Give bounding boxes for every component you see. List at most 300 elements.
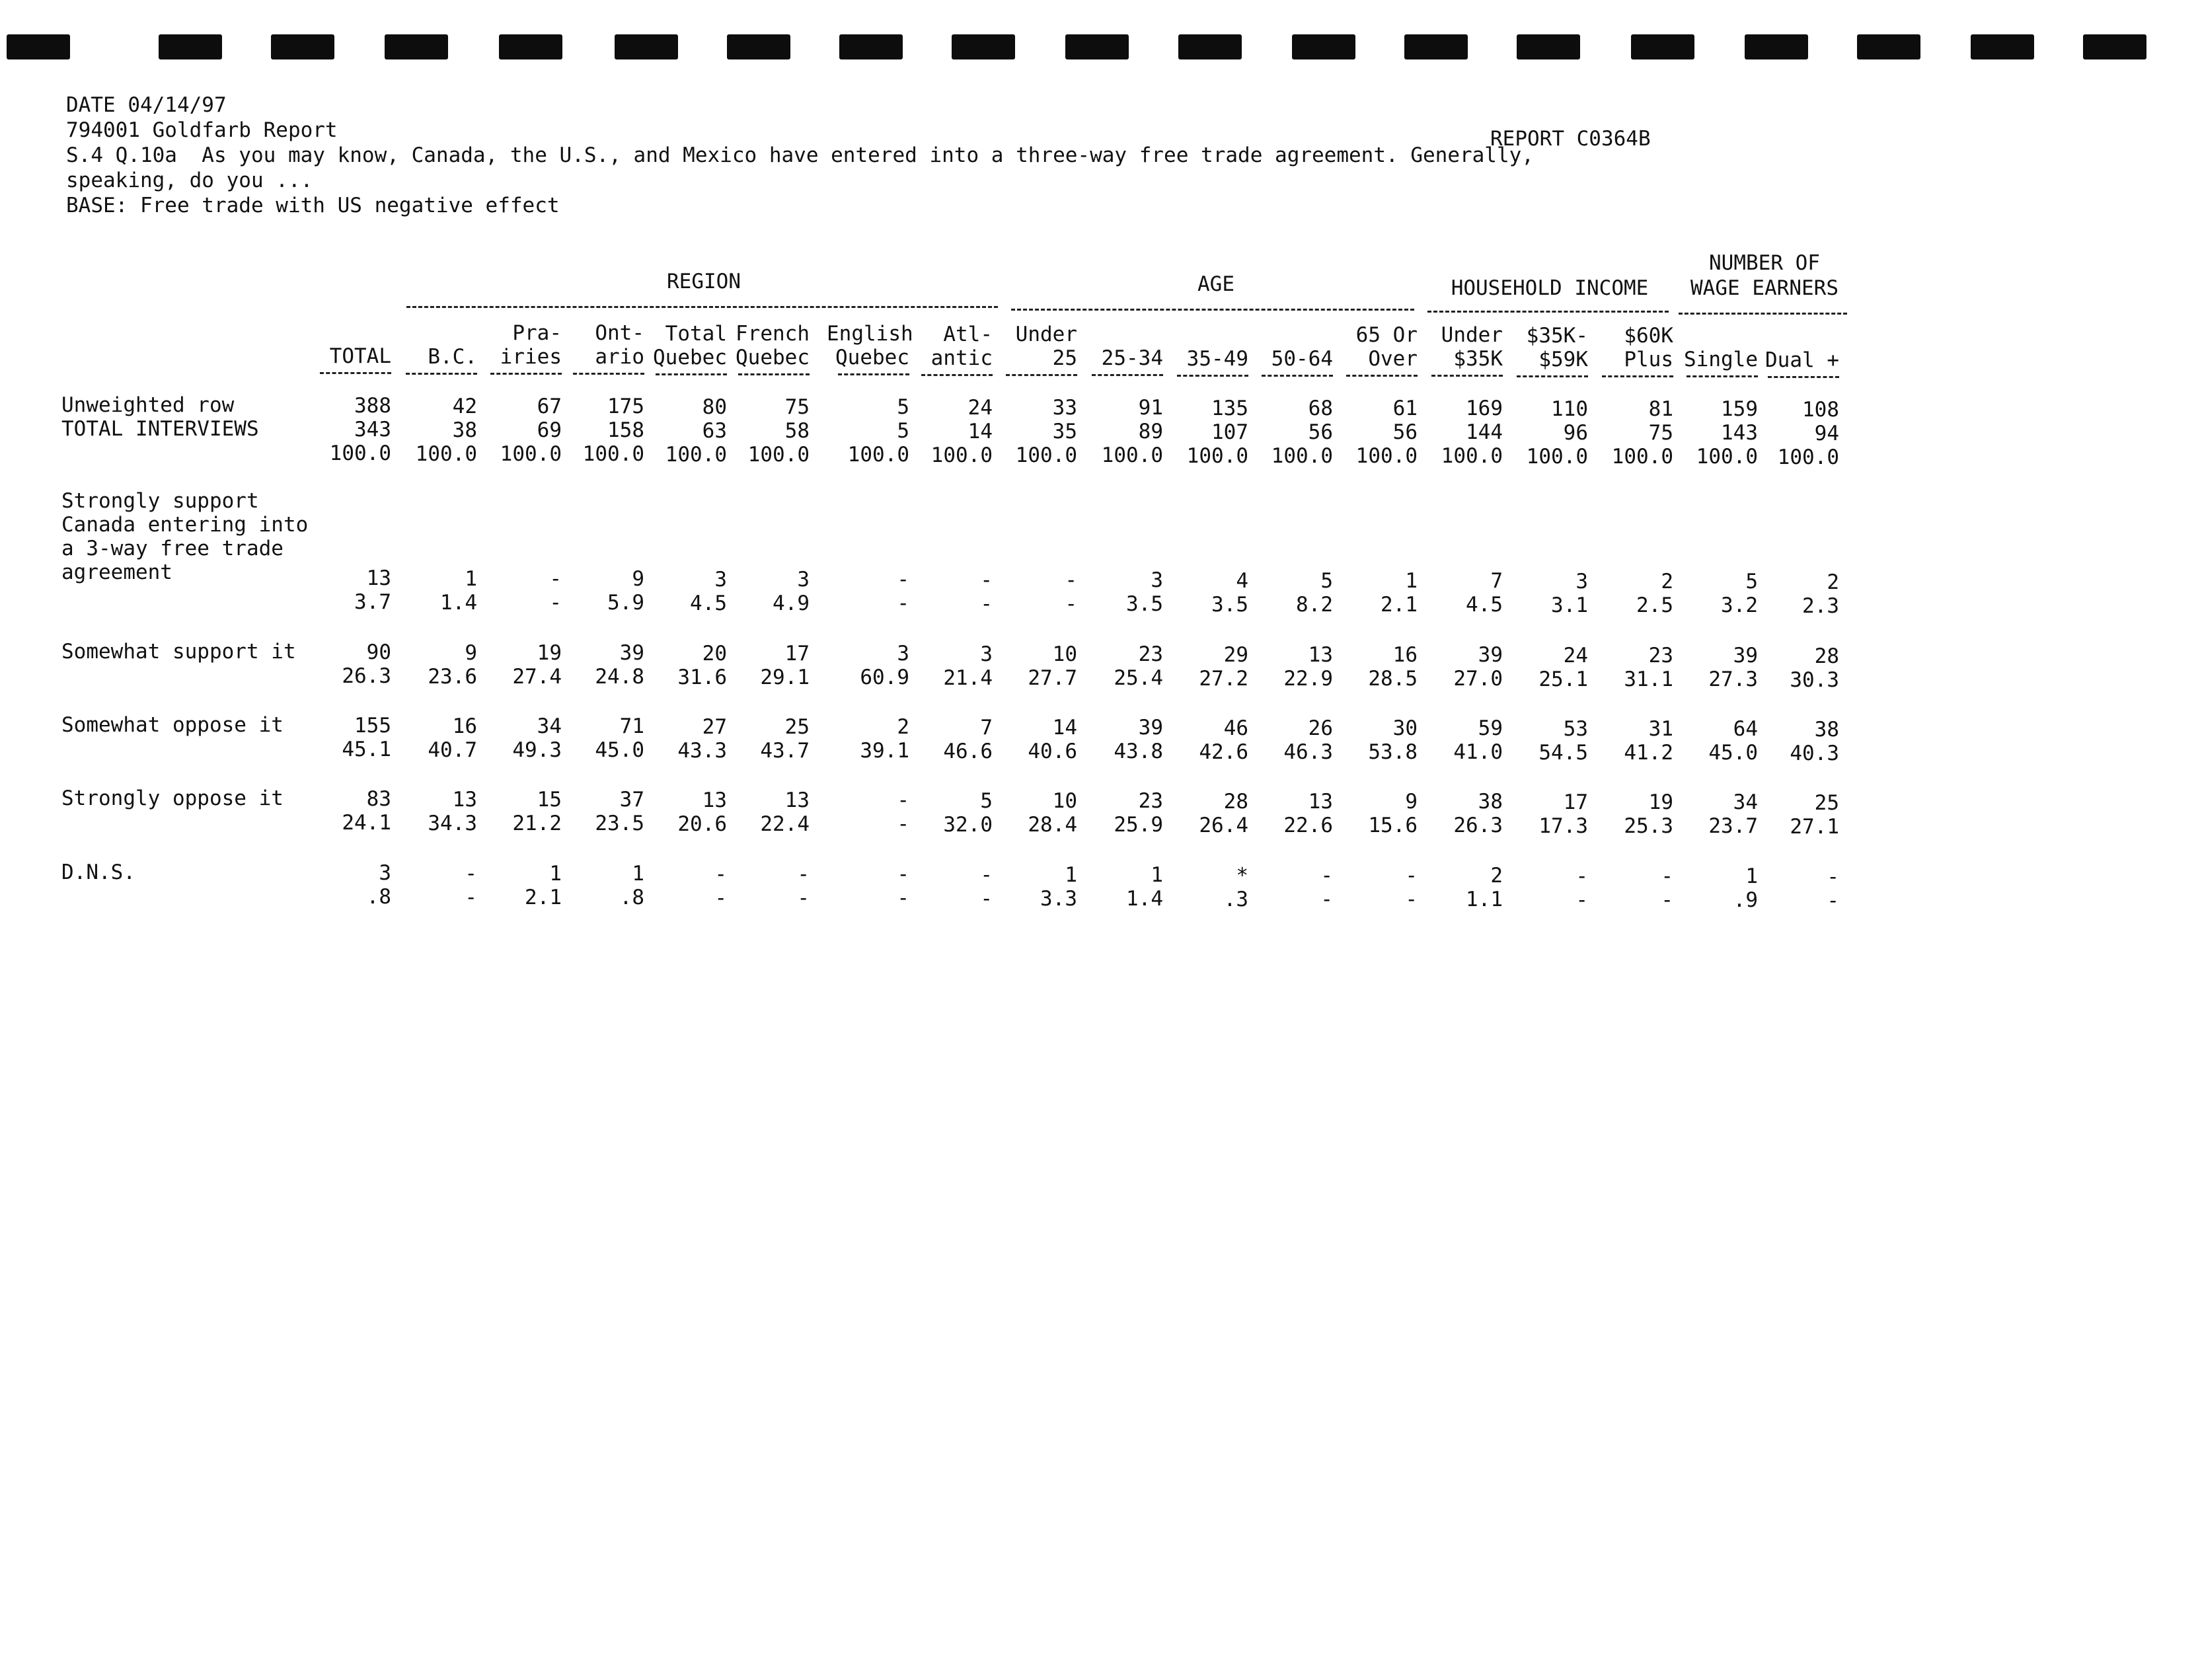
table-cell: 34.3: [428, 812, 477, 835]
column-header-underline: [573, 373, 644, 375]
column-header-underline: [1177, 375, 1248, 377]
table-cell: 41.2: [1624, 741, 1673, 765]
table-cell: 39.1: [860, 739, 909, 763]
table-cell: 19: [537, 641, 562, 665]
table-cell: .8: [619, 886, 644, 909]
column-header-line-2: antic: [930, 346, 993, 370]
column-header-line-1: Pra-: [512, 321, 562, 345]
table-cell: 175: [607, 395, 644, 418]
column-header-line-2: $35K: [1453, 347, 1503, 371]
banner-underline-wage: [1679, 313, 1847, 315]
table-cell: 2.5: [1636, 593, 1673, 617]
banner-household-income: HOUSEHOLD INCOME: [1451, 276, 1649, 300]
table-cell: 100.0: [582, 442, 644, 466]
report-name: 794001 Goldfarb Report: [66, 118, 338, 142]
table-cell: 158: [607, 418, 644, 442]
column-header-line-1: Atl-: [943, 323, 993, 346]
table-cell: 108: [1802, 398, 1839, 422]
table-cell: 1: [465, 567, 477, 591]
table-cell: 28.5: [1368, 667, 1418, 691]
table-cell: 38: [1814, 718, 1839, 742]
column-header-line-1: Under: [1015, 323, 1077, 346]
column-header-line-2: Plus: [1624, 348, 1673, 371]
table-cell: 49.3: [512, 738, 562, 762]
table-cell: -: [714, 862, 727, 886]
table-cell: 3.3: [1040, 887, 1077, 911]
table-cell: 28.4: [1028, 813, 1077, 837]
table-cell: 3: [1151, 568, 1163, 592]
table-cell: 25.1: [1538, 668, 1588, 691]
table-cell: -: [980, 568, 993, 592]
banner-underline-age: [1011, 309, 1414, 311]
table-cell: 15: [537, 788, 562, 812]
row-label: Somewhat support it: [61, 640, 296, 664]
table-cell: 2.1: [525, 886, 562, 909]
table-cell: 3: [897, 642, 909, 666]
table-cell: 29.1: [760, 666, 810, 689]
table-cell: -: [897, 568, 909, 592]
table-cell: 23.7: [1708, 814, 1758, 838]
table-cell: 3: [980, 642, 993, 666]
table-cell: 53: [1563, 717, 1588, 741]
table-cell: 3: [714, 568, 727, 592]
table-cell: 8.2: [1296, 593, 1333, 617]
table-cell: 16: [1392, 643, 1418, 667]
table-cell: 4.5: [690, 592, 727, 615]
banner-age: AGE: [1197, 272, 1234, 296]
table-cell: 43.8: [1114, 740, 1163, 763]
table-cell: -: [549, 567, 562, 591]
table-cell: 96: [1563, 421, 1588, 445]
table-cell: 26.3: [1453, 814, 1503, 837]
table-cell: 42.6: [1199, 740, 1248, 764]
table-cell: 2.3: [1802, 594, 1839, 618]
table-cell: 83: [366, 787, 391, 811]
column-header-line-2: 25: [1052, 346, 1077, 370]
table-cell: 27.0: [1453, 667, 1503, 691]
table-cell: 58: [784, 419, 810, 443]
column-header-underline: [738, 373, 810, 375]
table-cell: 100.0: [1441, 444, 1503, 468]
banner-region: REGION: [667, 270, 741, 293]
table-cell: -: [1065, 592, 1077, 616]
table-cell: 30.3: [1790, 668, 1839, 692]
table-cell: -: [1320, 888, 1333, 911]
column-header-underline: [1262, 375, 1333, 377]
table-cell: -: [1661, 864, 1673, 888]
column-header-line-1: English: [827, 322, 913, 346]
table-cell: 17: [784, 642, 810, 666]
table-cell: 25.9: [1114, 813, 1163, 837]
table-cell: 7: [980, 716, 993, 740]
row-label: D.N.S.: [61, 860, 135, 884]
table-cell: 81: [1648, 397, 1673, 421]
table-cell: 5: [1745, 570, 1758, 593]
column-header-line-2: 35-49: [1186, 347, 1248, 371]
table-cell: 1: [1745, 864, 1758, 888]
table-cell: 29: [1223, 643, 1248, 667]
table-cell: 5: [897, 395, 909, 419]
table-cell: 27.2: [1199, 667, 1248, 691]
table-cell: 46.6: [943, 740, 993, 763]
table-cell: 100.0: [1611, 445, 1673, 469]
question-line-1: S.4 Q.10a As you may know, Canada, the U.S., and Mexico have entered into a three-way free trade agreement. Generally,: [66, 143, 1534, 167]
table-cell: -: [797, 862, 810, 886]
table-cell: 1: [549, 862, 562, 886]
table-cell: 100.0: [1015, 443, 1077, 467]
table-cell: .9: [1733, 888, 1758, 912]
row-label: Canada entering into: [61, 513, 309, 537]
table-cell: -: [1827, 865, 1839, 889]
table-cell: 155: [354, 714, 391, 738]
table-cell: -: [1661, 888, 1673, 912]
row-label: a 3-way free trade: [61, 537, 284, 560]
table-cell: 100.0: [1271, 444, 1333, 468]
report-date: DATE 04/14/97: [66, 93, 227, 117]
table-cell: -: [1065, 568, 1077, 592]
table-cell: 10: [1052, 789, 1077, 813]
table-cell: -: [897, 862, 909, 886]
row-label: agreement: [61, 560, 172, 584]
table-cell: -: [897, 592, 909, 615]
table-cell: 64: [1733, 717, 1758, 741]
table-cell: 2: [897, 715, 909, 739]
row-label: TOTAL INTERVIEWS: [61, 417, 259, 441]
table-cell: 100.0: [1777, 445, 1839, 469]
table-cell: .3: [1223, 888, 1248, 911]
table-cell: 2: [1661, 570, 1673, 593]
column-header-underline: [921, 374, 993, 376]
question-line-2: speaking, do you ...: [66, 169, 313, 192]
table-cell: 3.1: [1551, 593, 1588, 617]
table-cell: 71: [619, 714, 644, 738]
table-cell: -: [549, 591, 562, 615]
table-cell: 26.4: [1199, 814, 1248, 837]
table-cell: 23.5: [595, 812, 644, 835]
table-cell: 33: [1052, 396, 1077, 420]
column-header-line-1: $60K: [1624, 324, 1673, 348]
column-header-line-1: 65 Or: [1355, 323, 1418, 347]
column-header-line-2: ario: [595, 345, 644, 369]
table-cell: 3.2: [1721, 593, 1758, 617]
table-cell: -: [980, 592, 993, 616]
table-cell: 343: [354, 418, 391, 441]
table-cell: 5: [980, 789, 993, 813]
column-header-line-2: $59K: [1538, 348, 1588, 371]
table-cell: 68: [1308, 397, 1333, 420]
table-cell: 16: [452, 714, 477, 738]
table-cell: 13: [452, 788, 477, 812]
table-cell: *: [1236, 864, 1248, 888]
table-cell: 2.1: [1381, 593, 1418, 617]
column-header-line-2: Quebec: [736, 346, 810, 369]
table-cell: 169: [1466, 397, 1503, 420]
table-cell: 1: [1405, 569, 1418, 593]
table-cell: 3: [797, 568, 810, 592]
table-cell: 21.4: [943, 666, 993, 690]
table-cell: 34: [1733, 790, 1758, 814]
table-cell: 9: [465, 641, 477, 665]
table-cell: 13: [1308, 643, 1333, 667]
column-header-line-2: B.C.: [428, 345, 477, 369]
table-cell: 2: [1827, 570, 1839, 594]
table-cell: 31: [1648, 717, 1673, 741]
table-cell: 94: [1814, 422, 1839, 445]
table-cell: 10: [1052, 642, 1077, 666]
table-cell: 23: [1138, 789, 1163, 813]
table-cell: 89: [1138, 420, 1163, 443]
table-cell: 43.7: [760, 739, 810, 763]
table-cell: 53.8: [1368, 740, 1418, 764]
column-header-underline: [1602, 375, 1673, 377]
table-cell: 75: [1648, 421, 1673, 445]
table-cell: 1: [632, 862, 644, 886]
column-header-underline: [1006, 374, 1077, 376]
table-cell: 3.5: [1126, 592, 1163, 616]
column-header-line-2: Quebec: [835, 346, 909, 369]
table-cell: 15.6: [1368, 814, 1418, 837]
table-cell: 13: [702, 788, 727, 812]
table-cell: 35: [1052, 420, 1077, 443]
column-header-line-1: Ont-: [595, 321, 644, 345]
column-header-underline: [1687, 375, 1758, 377]
banner-underline-region: [406, 306, 998, 308]
column-header-underline: [406, 373, 477, 375]
table-cell: 1.4: [440, 591, 477, 615]
base-line: BASE: Free trade with US negative effect: [66, 194, 560, 217]
table-cell: 43.3: [677, 739, 727, 763]
table-cell: 100.0: [747, 443, 810, 467]
column-header-line-1: Under: [1441, 323, 1503, 347]
table-cell: 4: [1236, 569, 1248, 593]
table-cell: 144: [1466, 420, 1503, 444]
table-cell: 3: [1575, 570, 1588, 593]
table-cell: 5.9: [607, 591, 644, 615]
table-cell: 100.0: [847, 443, 909, 467]
table-cell: 60.9: [860, 666, 909, 689]
table-cell: 40.6: [1028, 740, 1077, 763]
table-cell: 45.0: [1708, 741, 1758, 765]
column-header-underline: [320, 372, 391, 374]
table-cell: 1.4: [1126, 887, 1163, 911]
table-cell: 40.3: [1790, 742, 1839, 765]
table-cell: .8: [366, 885, 391, 909]
table-cell: -: [980, 887, 993, 911]
table-cell: 100.0: [1186, 444, 1248, 468]
table-cell: 4.9: [773, 592, 810, 615]
table-cell: 23.6: [428, 665, 477, 689]
table-cell: 56: [1308, 420, 1333, 444]
table-cell: -: [465, 862, 477, 886]
table-cell: 75: [784, 395, 810, 419]
table-cell: 27.1: [1790, 815, 1839, 839]
column-header-underline: [656, 373, 727, 375]
table-cell: 42: [452, 395, 477, 418]
column-header-underline: [1431, 375, 1503, 377]
table-cell: 39: [1138, 716, 1163, 740]
column-header-underline: [1517, 375, 1588, 377]
column-header-line-2: 50-64: [1271, 347, 1333, 371]
table-cell: 23: [1648, 644, 1673, 668]
table-cell: 3: [379, 861, 391, 885]
table-cell: 26: [1308, 716, 1333, 740]
column-header-line-1: Total: [665, 322, 727, 346]
table-cell: 388: [354, 394, 391, 418]
table-cell: 100.0: [1355, 444, 1418, 468]
table-cell: 100.0: [415, 442, 477, 466]
table-cell: 31.6: [677, 666, 727, 689]
table-cell: 17: [1563, 790, 1588, 814]
table-cell: 21.2: [512, 812, 562, 835]
table-cell: 135: [1211, 397, 1248, 420]
table-cell: 25: [784, 715, 810, 739]
column-header-line-2: Dual +: [1765, 348, 1839, 372]
table-cell: 13: [1308, 790, 1333, 814]
table-cell: 100.0: [329, 441, 391, 465]
table-cell: 37: [619, 788, 644, 812]
table-cell: 24.8: [595, 665, 644, 689]
table-cell: -: [465, 886, 477, 909]
table-cell: 91: [1138, 396, 1163, 420]
table-cell: 24.1: [342, 811, 391, 835]
column-header-line-2: Single: [1684, 348, 1758, 371]
table-cell: 27.3: [1708, 668, 1758, 691]
table-cell: 41.0: [1453, 740, 1503, 764]
row-label: Unweighted row: [61, 393, 235, 417]
table-cell: -: [1405, 864, 1418, 888]
table-cell: 3.5: [1211, 593, 1248, 617]
table-cell: -: [897, 788, 909, 812]
table-cell: -: [897, 886, 909, 910]
table-cell: 1: [1151, 863, 1163, 887]
table-cell: 24: [967, 396, 993, 420]
table-cell: 110: [1551, 397, 1588, 421]
table-cell: 61: [1392, 397, 1418, 420]
table-cell: 39: [1478, 643, 1503, 667]
table-cell: 9: [1405, 790, 1418, 814]
table-cell: 30: [1392, 716, 1418, 740]
table-cell: -: [1320, 864, 1333, 888]
table-cell: 20: [702, 642, 727, 666]
table-cell: 159: [1721, 397, 1758, 421]
table-cell: -: [980, 863, 993, 887]
table-cell: 38: [452, 418, 477, 442]
table-cell: 25.4: [1114, 666, 1163, 690]
table-cell: 19: [1648, 790, 1673, 814]
table-cell: 40.7: [428, 738, 477, 762]
table-cell: 27.7: [1028, 666, 1077, 690]
table-cell: 107: [1211, 420, 1248, 444]
column-header-underline: [1092, 374, 1163, 376]
table-cell: 54.5: [1538, 741, 1588, 765]
table-cell: 28: [1223, 790, 1248, 814]
table-cell: 3.7: [354, 590, 391, 614]
table-cell: 143: [1721, 421, 1758, 445]
table-cell: 20.6: [677, 812, 727, 836]
column-header-line-2: TOTAL: [329, 344, 391, 368]
table-cell: 45.0: [595, 738, 644, 762]
table-cell: 100.0: [1526, 445, 1588, 469]
report-id: REPORT C0364B: [1490, 127, 1651, 151]
table-cell: 90: [366, 640, 391, 664]
table-cell: 17.3: [1538, 814, 1588, 838]
table-cell: 14: [1052, 716, 1077, 740]
table-cell: 100.0: [1696, 445, 1758, 469]
table-cell: 22.6: [1283, 814, 1333, 837]
banner-underline-income: [1427, 311, 1669, 313]
table-cell: 31.1: [1624, 668, 1673, 691]
table-cell: 14: [967, 420, 993, 443]
table-cell: 46: [1223, 716, 1248, 740]
column-header-line-2: 25-34: [1101, 346, 1163, 370]
table-cell: 1.1: [1466, 888, 1503, 911]
table-cell: 22.9: [1283, 667, 1333, 691]
column-header-line-2: iries: [500, 345, 562, 369]
table-cell: 1: [1065, 863, 1077, 887]
table-cell: 32.0: [943, 813, 993, 837]
row-label: Strongly oppose it: [61, 786, 284, 810]
table-cell: 24: [1563, 644, 1588, 668]
table-cell: -: [1405, 888, 1418, 911]
table-cell: 5: [897, 419, 909, 443]
row-label: Strongly support: [61, 489, 259, 513]
column-header-underline: [1346, 375, 1418, 377]
table-cell: 25.3: [1624, 814, 1673, 838]
table-cell: 46.3: [1283, 740, 1333, 764]
table-cell: 38: [1478, 790, 1503, 814]
table-cell: 100.0: [1101, 443, 1163, 467]
table-cell: 23: [1138, 642, 1163, 666]
column-header-underline: [490, 373, 562, 375]
table-cell: -: [1575, 864, 1588, 888]
table-cell: -: [897, 812, 909, 836]
table-cell: 39: [619, 641, 644, 665]
column-header-line-1: French: [736, 322, 810, 346]
table-cell: 25: [1814, 791, 1839, 815]
banner-wage-earners-line-2: WAGE EARNERS: [1690, 276, 1839, 300]
table-cell: 28: [1814, 644, 1839, 668]
table-cell: 7: [1490, 569, 1503, 593]
column-header-line-1: $35K-: [1526, 324, 1588, 348]
table-cell: 13: [784, 788, 810, 812]
table-cell: 2: [1490, 864, 1503, 888]
table-cell: 22.4: [760, 812, 810, 836]
column-header-line-2: Over: [1368, 347, 1418, 371]
table-cell: 80: [702, 395, 727, 419]
table-cell: 5: [1320, 569, 1333, 593]
table-cell: 27.4: [512, 665, 562, 689]
table-cell: 63: [702, 419, 727, 443]
table-cell: 100.0: [665, 443, 727, 467]
table-cell: -: [797, 886, 810, 910]
table-cell: 34: [537, 714, 562, 738]
table-cell: 56: [1392, 420, 1418, 444]
table-cell: 27: [702, 715, 727, 739]
table-cell: 100.0: [500, 442, 562, 466]
table-cell: 69: [537, 418, 562, 442]
table-cell: 45.1: [342, 738, 391, 761]
banner-wage-earners-line-1: NUMBER OF: [1709, 251, 1820, 275]
table-cell: -: [714, 886, 727, 910]
table-cell: 100.0: [930, 443, 993, 467]
table-cell: 13: [366, 566, 391, 590]
row-label: Somewhat oppose it: [61, 713, 284, 737]
table-cell: 59: [1478, 716, 1503, 740]
column-header-underline: [1768, 376, 1839, 378]
table-cell: -: [1575, 888, 1588, 912]
table-cell: 39: [1733, 644, 1758, 668]
column-header-underline: [838, 373, 909, 375]
